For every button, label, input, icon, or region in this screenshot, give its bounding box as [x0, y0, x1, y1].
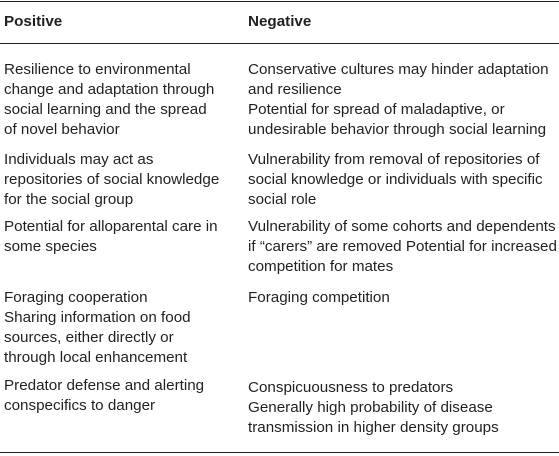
header-negative: Negative — [248, 13, 312, 30]
row-4-positive-line: Foraging cooperation — [4, 289, 148, 306]
row-1-positive-line: change and adaptation through — [4, 81, 215, 98]
row-4-positive-cell — [4, 288, 191, 368]
row-2-positive-line: Individuals may act as — [4, 151, 154, 168]
row-5-positive-cell — [4, 376, 204, 416]
row-2-positive-line: for the social group — [4, 191, 134, 208]
row-5-negative-line: transmission in higher density groups — [248, 419, 499, 436]
row-1-positive-line: social learning and the spread — [4, 101, 207, 118]
row-3-positive-cell — [4, 217, 218, 257]
row-4-negative-line: Foraging competition — [248, 289, 390, 306]
row-2-negative-line: social knowledge or individuals with specific — [248, 171, 543, 188]
row-1-negative-line: Conservative cultures may hinder adaptation — [248, 61, 549, 78]
row-4-positive-line: sources, either directly or — [4, 329, 174, 346]
table-bottom-rule — [0, 452, 559, 453]
row-1-negative-line: undesirable behavior through social learning — [248, 121, 547, 138]
row-3-negative-line: Vulnerability of some cohorts and dependents — [248, 218, 556, 235]
row-2-negative-line: Vulnerability from removal of repositories of — [248, 151, 540, 168]
row-1-positive-cell — [4, 60, 214, 140]
row-1-negative-line: Potential for spread of maladaptive, or — [248, 101, 505, 118]
row-5-negative-cell — [248, 378, 499, 438]
row-4-positive-line: Sharing information on food — [4, 309, 191, 326]
row-4-negative-cell — [248, 288, 390, 308]
row-5-positive-line: conspecifics to danger — [4, 397, 156, 414]
row-3-negative-cell — [248, 217, 557, 277]
row-1-negative-cell — [248, 60, 549, 140]
header-positive: Positive — [4, 13, 63, 30]
row-3-negative-line: competition for mates — [248, 258, 394, 275]
table-top-rule — [0, 1, 559, 2]
row-2-positive-line: repositories of social knowledge — [4, 171, 220, 188]
row-5-positive-line: Predator defense and alerting — [4, 377, 205, 394]
row-2-negative-line: social role — [248, 191, 317, 208]
row-2-negative-cell — [248, 150, 543, 210]
row-2-positive-cell — [4, 150, 219, 210]
row-3-positive-line: some species — [4, 238, 97, 255]
row-4-positive-line: through local enhancement — [4, 349, 188, 366]
row-1-positive-line: of novel behavior — [4, 121, 120, 138]
row-1-positive-line: Resilience to environmental — [4, 61, 191, 78]
row-5-negative-line: Conspicuousness to predators — [248, 379, 454, 396]
row-5-negative-line: Generally high probability of disease — [248, 399, 493, 416]
row-1-negative-line: and resilience — [248, 81, 342, 98]
row-3-positive-line: Potential for alloparental care in — [4, 218, 218, 235]
header-divider-rule — [0, 43, 559, 44]
row-3-negative-line: if “carers” are removed Potential for increased — [248, 238, 557, 255]
